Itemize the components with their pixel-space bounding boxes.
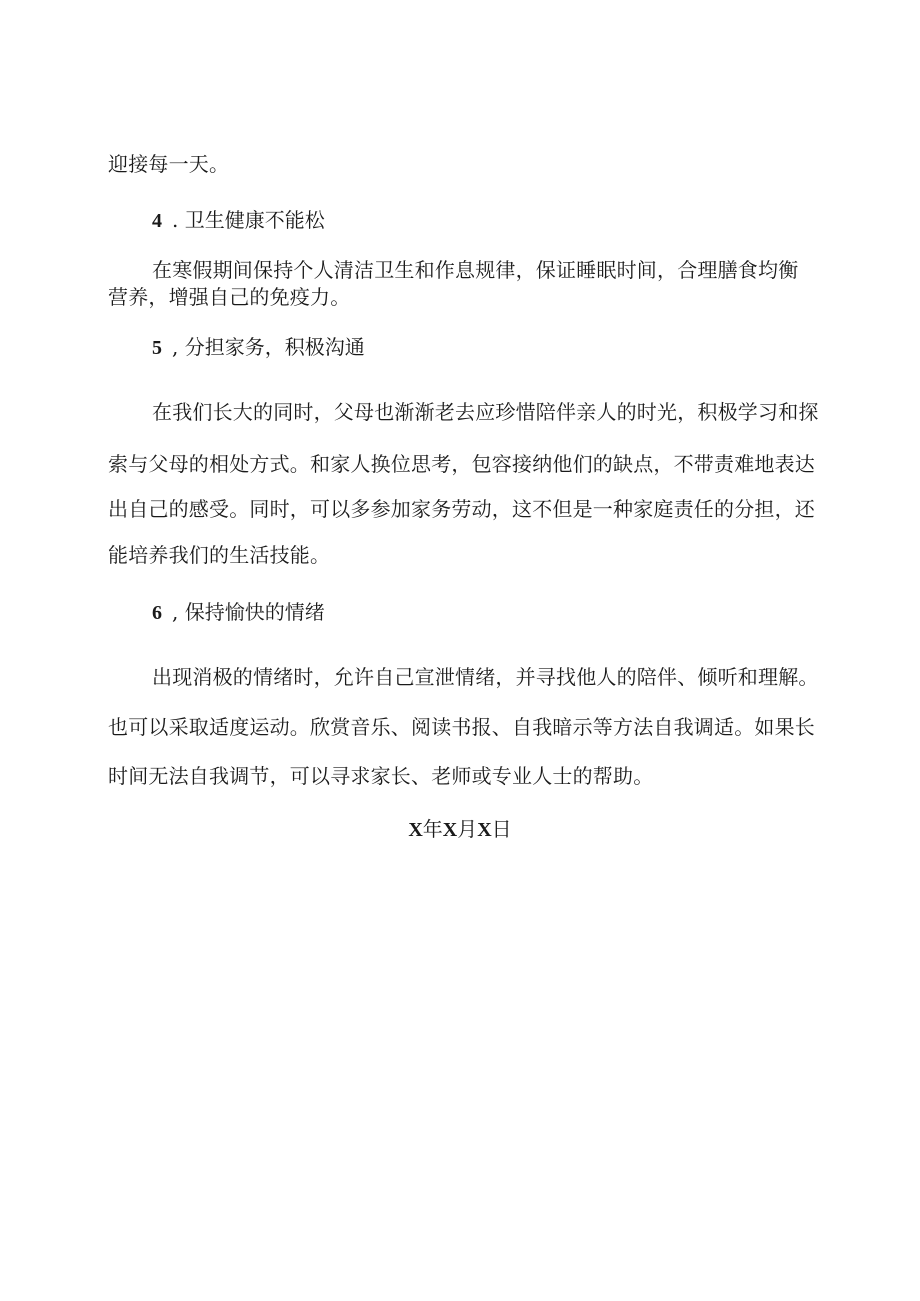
paragraph-line: 营养，增强自己的免疫力。 <box>108 285 351 309</box>
paragraph-line: 在寒假期间保持个人清洁卫生和作息规律，保证睡眠时间，合理膳食均衡 <box>152 258 799 282</box>
paragraph-line: 出现消极的情绪时，允许自己宣泄情绪，并寻找他人的陪伴、倾听和理解。 <box>152 665 819 689</box>
paragraph-line: 能培养我们的生活技能。 <box>108 543 331 567</box>
date-x-month: X <box>442 819 458 841</box>
date-x-day: X <box>477 819 492 841</box>
date-day-char: 日 <box>491 817 512 841</box>
section-5-title: , 分担家务，积极沟通 <box>172 335 365 359</box>
paragraph-line: 在我们长大的同时，父母也渐渐老去应珍惜陪伴亲人的时光，积极学习和探 <box>152 400 819 424</box>
date-x-year: X <box>408 819 423 841</box>
date-month-char: 月 <box>457 817 478 841</box>
section-6-number: 6 <box>152 602 162 624</box>
section-6-title: , 保持愉快的情绪 <box>172 600 325 624</box>
section-4-heading <box>152 208 325 233</box>
section-5-number: 5 <box>152 337 162 359</box>
paragraph-line: 时间无法自我调节，可以寻求家长、老师或专业人士的帮助。 <box>108 764 654 788</box>
section-4-number: 4 <box>152 210 162 232</box>
section-4-title: . 卫生健康不能松 <box>172 208 325 232</box>
paragraph-line: 迎接每一天。 <box>108 152 230 176</box>
paragraph-line: 出自己的感受。同时，可以多参加家务劳动，这不但是一种家庭责任的分担，还 <box>108 497 815 521</box>
paragraph-line: 索与父母的相处方式。和家人换位思考，包容接纳他们的缺点，不带责难地表达 <box>108 452 815 476</box>
section-6-heading <box>152 600 325 625</box>
date-line <box>0 817 920 842</box>
paragraph-line: 也可以采取适度运动。欣赏音乐、阅读书报、自我暗示等方法自我调适。如果长 <box>108 715 815 739</box>
date-year-char: 年 <box>422 817 443 841</box>
section-5-heading <box>152 335 365 360</box>
